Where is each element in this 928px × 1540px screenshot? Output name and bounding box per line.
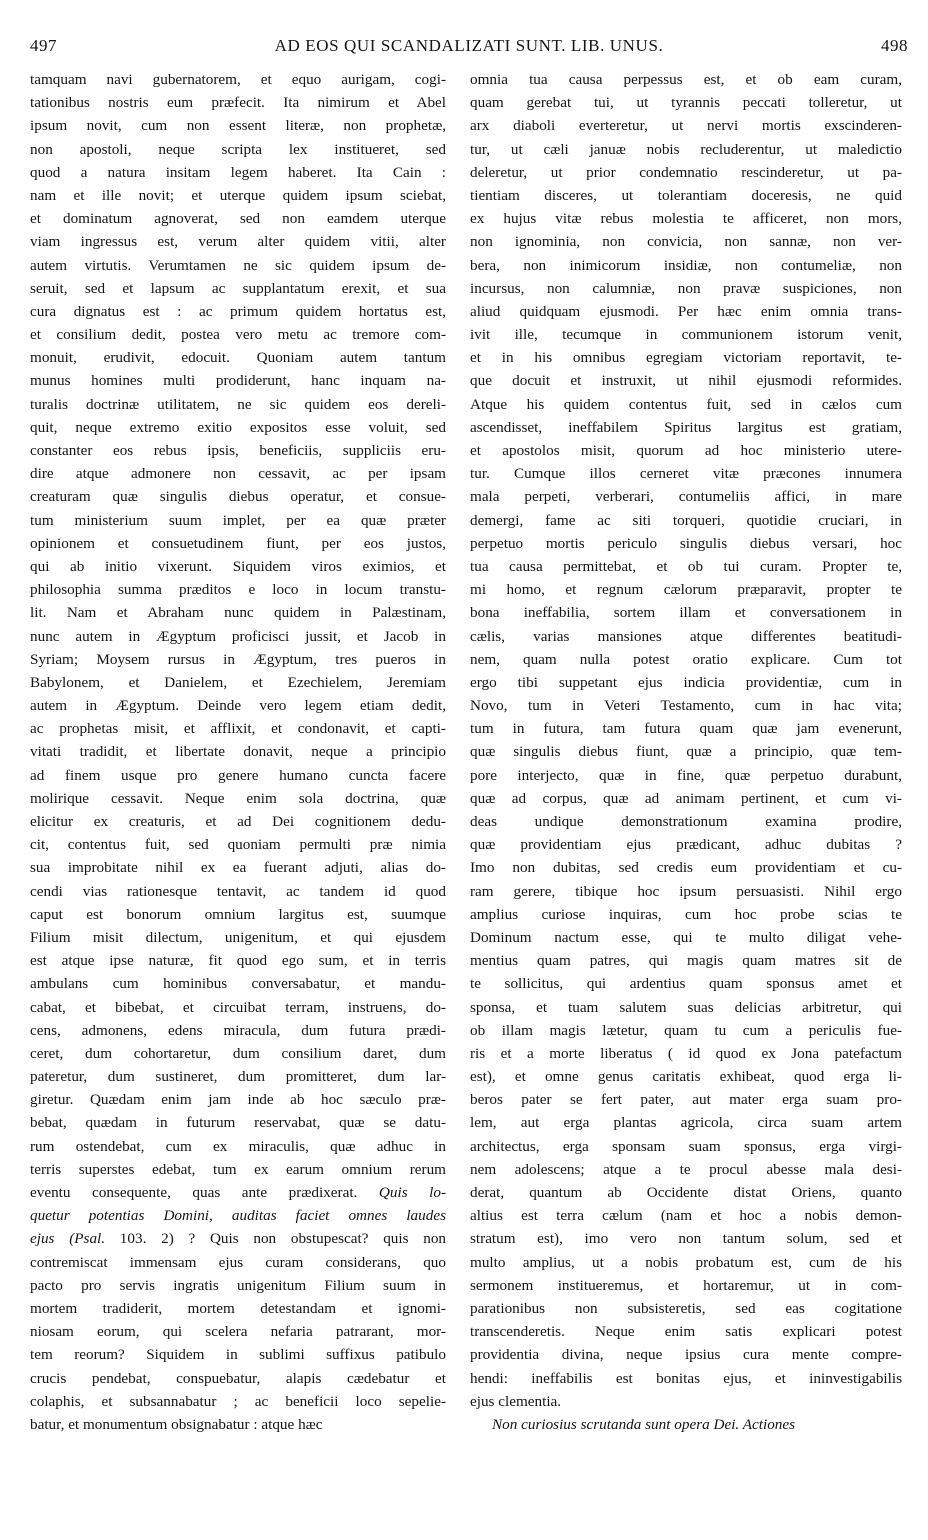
text-line: et consilium dedit, postea vero metu ac tremore com- [30, 326, 446, 344]
text-line: hendi: ineffabilis est bonitas ejus, et ininvestigabilis [470, 1369, 902, 1387]
text-line: et in his omnibus egregiam victoriam reportavit, te- [470, 349, 902, 367]
page-number-left: 497 [30, 36, 57, 55]
text-line: demergi, fame ac siti torqueri, quotidie cruciari, in [470, 511, 902, 529]
text-line: tamquam navi gubernatorem, et equo aurigam, cogi- [30, 71, 446, 88]
text-line: mi homo, et regnum cælorum præparavit, propter te [470, 581, 902, 599]
text-line: tur. Cumque illos cerneret vitæ præcones innumera [470, 465, 902, 483]
page-number-right: 498 [881, 36, 908, 55]
text-line: altius est terra cælum (nam et hoc a nobis demon- [470, 1207, 902, 1225]
text-line: architectus, erga sponsam suam sponsus, erga virgi- [470, 1137, 902, 1155]
text-line: viam ingressus est, verum alter quidem vitii, alter [30, 233, 446, 251]
text-line: bebat, quædam in futurum reservabat, quæ se datu- [30, 1114, 446, 1132]
scripture-quote: ejus [30, 1230, 70, 1248]
text-line: Atque his quidem contentus fuit, sed in cælos cum [470, 395, 902, 413]
text-line: tientiam disceres, ut tolerantiam doceresis, ne quid [470, 186, 902, 204]
text-line: eventu consequente, quas ante prædixerat. Quis lo- [30, 1184, 446, 1201]
text-line: ipsum novit, cum non essent literæ, non prophetæ, [30, 117, 446, 135]
text-line: cura dignatus est : ac primum quidem hortatus est, [30, 302, 446, 320]
text-line: vitati tradidit, et libertate donavit, neque a principio [30, 743, 446, 761]
text-line: ad finem usque pro genere humano cuncta facere [30, 766, 446, 784]
text-line: quæ providentiam ejus prædicant, adhuc dubitas ? [470, 836, 902, 854]
text-line: ambulans cum hominibus conversabatur, et mandu- [30, 975, 446, 993]
text-line: crucis pendebat, conspuebatur, alapis cædebatur et [30, 1369, 446, 1387]
text-line: ris et a morte liberatus ( id quod ex Jona patefactum [470, 1044, 902, 1062]
text-line: transcenderetis. Neque enim satis explicari potest [470, 1323, 902, 1341]
text-line: quæ singulis diebus fiunt, quæ a principio, quæ tem- [470, 743, 902, 761]
text-line: lem, aut erga plantas agricola, circa suam artem [470, 1114, 902, 1132]
text-line: nam et ille novit; et uterque quidem ipsum sciebat, [30, 186, 446, 204]
text-line: quetur potentias Domini, auditas faciet omnes laudes [30, 1207, 446, 1225]
left-text-column [30, 68, 446, 1508]
text-line: omnia tua causa perpessus est, et ob eam curam, [470, 71, 902, 88]
text-line: ejus clementia. [470, 1392, 562, 1410]
text-line: non apostoli, neque scripta lex institueret, sed [30, 140, 446, 158]
text-line: est), et omne genus caritatis exhibeat, quod erga li- [470, 1068, 902, 1086]
text-line: beros pater se fert pater, aut mater erga suam pro- [470, 1091, 902, 1109]
text-line: mortem tradiderit, mortem detestandam et ignomi- [30, 1299, 446, 1317]
scripture-reference: (Psal. [69, 1230, 120, 1248]
right-text-column [470, 68, 902, 1508]
text-line: cabat, et bibebat, et circuibat terram, instruens, do- [30, 998, 446, 1016]
text-line: providentia divina, neque ipsius cura mente compre- [470, 1346, 902, 1364]
text-line: qui ab initio vixerunt. Siquidem viros eximios, et [30, 557, 446, 575]
text-line: contremiscat immensam ejus curam considerans, quo [30, 1253, 446, 1271]
text-line: Novo, tum in Veteri Testamento, cum in hac vita; [470, 697, 902, 715]
text-line: ceret, dum cohortaretur, dum consilium daret, dum [30, 1044, 446, 1062]
text-line: sponsa, et tuam salutem suas delicias arbitretur, qui [470, 998, 902, 1016]
text-line: Dominum nactum esse, qui te multo diligat vehe- [470, 928, 902, 946]
text-line: mala perpeti, verberari, contumeliis affici, in mare [470, 488, 902, 506]
text-line: tur, ut cæli januæ nobis recluderentur, ut maledictio [470, 140, 902, 158]
line-rest: 103. 2) ? Quis non obstupescat? quis non [119, 1230, 446, 1248]
text-line: nem, quam nulla potest oratio explicare. Cum tot [470, 650, 902, 668]
section-heading-text: Non curiosius scrutanda sunt opera Dei. Actiones [492, 1415, 796, 1433]
text-line: Babylonem, et Danielem, et Ezechielem, Jeremiam [30, 673, 446, 691]
text-line: Syriam; Moysem rursus in Ægyptum, tres pueros in [30, 650, 446, 668]
text-line: colaphis, et subsannabatur ; ac beneficii loco sepelie- [30, 1392, 446, 1410]
text-line: monuit, erudivit, edocuit. Quoniam autem tantum [30, 349, 446, 367]
text-line: philosophia summa præditos e loco in locum transtu- [30, 581, 446, 599]
text-line: quit, neque extremo exitio expositos esse voluit, sed [30, 418, 446, 436]
text-line: cit, contentus fuit, sed quoniam permulti præ nimia [30, 836, 446, 854]
text-line: cens, admonens, edens miracula, dum futura prædi- [30, 1021, 446, 1039]
running-header [30, 36, 908, 58]
text-line: bera, non inimicorum insidiæ, non contumeliæ, non [470, 256, 902, 274]
text-line: autem in Ægyptum. Deinde vero legem etiam dedit, [30, 697, 446, 715]
text-line: mentius quam patres, qui magis quam matres sit de [470, 952, 902, 970]
text-line: tua causa permittebat, et ob tui curam. Propter te, [470, 557, 902, 575]
text-line: ivit ille, tecumque in communionem istorum venit, [470, 326, 902, 344]
text-line: quæ ad corpus, quæ ad animam pertinent, et cum vi- [470, 789, 902, 807]
text-line: amplius curiose inquiras, cum hoc probe scias te [470, 905, 902, 923]
text-line: turalis doctrinæ utilitatem, ne sic quidem eos dereli- [30, 395, 446, 413]
text-line: ob illam magis lætetur, quam tu cum a periculis fue- [470, 1021, 902, 1039]
text-line: batur, et monumentum obsignabatur : atque hæc [30, 1415, 323, 1433]
text-line: niosam eorum, qui scelera nefaria patrarant, mor- [30, 1323, 446, 1341]
text-line: arx diaboli everteretur, ut nervi mortis exscinderen- [470, 117, 902, 135]
text-line: parationibus non subsisteretis, sed eas cogitatione [470, 1299, 902, 1317]
text-line: terris superstes edebat, tum ex earum omnium rerum [30, 1160, 446, 1178]
text-line: autem virtutis. Verumtamen ne sic quidem ipsum de- [30, 256, 446, 274]
text-line: nunc autem in Ægyptum proficisci jussit, et Jacob in [30, 627, 446, 645]
text-line: perpetuo mortis periculo singulis diebus versari, hoc [470, 534, 902, 552]
text-line: tem reorum? Siquidem in sublimi suffixus patibulo [30, 1346, 446, 1364]
text-line: et apostolos misit, quorum ad hoc ministerio utere- [470, 442, 902, 459]
text-line: seruit, sed et lapsum ac supplantatum erexit, et sua [30, 279, 446, 297]
text-line: lit. Nam et Abraham nunc quidem in Palæstinam, [30, 604, 446, 622]
running-title: AD EOS QUI SCANDALIZATI SUNT. LIB. UNUS. [274, 36, 664, 55]
text-line: dire atque admonere non cessavit, ac per ipsam [30, 465, 446, 483]
text-line: pateretur, dum sustineret, dum promitteret, dum lar- [30, 1068, 446, 1086]
text-line: que docuit et instruxit, ut nihil ejusmodi reformides. [470, 372, 902, 390]
text-line: stratum est), imo vero non tantum solum, sed et [470, 1230, 902, 1248]
text-line: opinionem et consuetudinem fiunt, per eos justos, [30, 534, 446, 552]
text-line: munus homines multi prodiderunt, hanc inquam na- [30, 372, 446, 390]
text-line: molirique cessavit. Neque enim sola doctrina, quæ [30, 789, 446, 807]
text-line: constanter eos rebus ipsis, beneficiis, suppliciis eru- [30, 442, 446, 459]
text-line: incursus, non calumniæ, non pravæ suspiciones, non [470, 279, 902, 297]
text-line: deleretur, ut prior condemnatio rescinderetur, ut pa- [470, 163, 902, 181]
scripture-quote: Quis lo- [378, 1184, 446, 1201]
text-line: te sollicitus, qui ardentius quam sponsus amet et [470, 975, 902, 993]
text-line: pore interjecto, quæ in fine, quæ perpetuo durabunt, [470, 766, 902, 784]
text-line: aliud quidquam ejusmodi. Per hæc enim omnia trans- [470, 302, 902, 320]
text-line: ascendisset, ineffabilem Spiritus largitus est gratiam, [470, 418, 902, 436]
text-line: caput est bonorum omnium largitus est, suumque [30, 905, 446, 923]
text-line: creaturam quæ singulis diebus operatur, et consue- [30, 488, 446, 506]
text-line: tationibus nostris eum præfecit. Ita nimirum et Abel [30, 94, 446, 112]
text-line: rum ostendebat, cum ex miraculis, quæ adhuc in [30, 1137, 446, 1155]
text-line: tum in futura, tam futura quam quæ jam evenerunt, [470, 720, 902, 738]
text-line: quod a natura insitam legem haberet. Ita Cain : [30, 163, 446, 181]
text-line: sermonem institueremus, et hortaremur, ut in com- [470, 1276, 902, 1294]
text-line [30, 1227, 446, 1250]
text-line: cendi vias rationesque tentavit, ac tandem id quod [30, 882, 446, 900]
text-line: giretur. Quædam enim jam inde ab hoc sæculo præ- [30, 1091, 446, 1109]
text-line: et dominatum agnoverat, sed non eamdem uterque [30, 210, 446, 228]
text-line: derat, quantum ab Occidente distat Oriens, quanto [470, 1184, 902, 1201]
text-line: nem adolescens; atque a te procul abesse mala desi- [470, 1160, 902, 1178]
text-line: sua improbitate nihil ex ea fuerant adjuti, alias do- [30, 859, 446, 877]
text-line: ac prophetas misit, et afflixit, et condonavit, et capti- [30, 720, 446, 738]
text-line: pacto pro servis ingratis unigenitum Filium suum in [30, 1276, 446, 1294]
text-line: ergo tibi suppetant ejus indicia providentiæ, cum in [470, 673, 902, 691]
text-line: est atque ipse naturæ, fit quod ego sum, et in terris [30, 952, 446, 970]
text-line: Imo non dubitas, sed credis eum providentiam et cu- [470, 859, 902, 877]
text-line: quam gerebat tui, ut tyrannis peccati tolleretur, ut [470, 94, 902, 112]
text-line: ram gerere, tibique hoc ipsum persuasisti. Nihil ergo [470, 882, 902, 900]
text-line: Filium misit dilectum, unigenitum, et qui ejusdem [30, 928, 446, 946]
text-line: elicitur ex creaturis, et ad Dei cognitionem dedu- [30, 813, 446, 830]
text-line: ex hujus vitæ rebus molestia te afficeret, non mors, [470, 210, 902, 228]
text-line: bona ineffabilia, sortem illam et conversationem in [470, 604, 902, 622]
text-line: cælis, varias mansiones atque differentes beatitudi- [470, 627, 902, 645]
text-line: deas undique demonstrationum examina prodire, [470, 813, 902, 830]
section-heading [470, 1413, 902, 1436]
text-line: multo amplius, ut a nobis probatum est, cum de his [470, 1253, 902, 1271]
text-line: tum ministerium suum implet, per ea quæ præter [30, 511, 446, 529]
text-line: non ignominia, non convicia, non sannæ, non ver- [470, 233, 902, 251]
